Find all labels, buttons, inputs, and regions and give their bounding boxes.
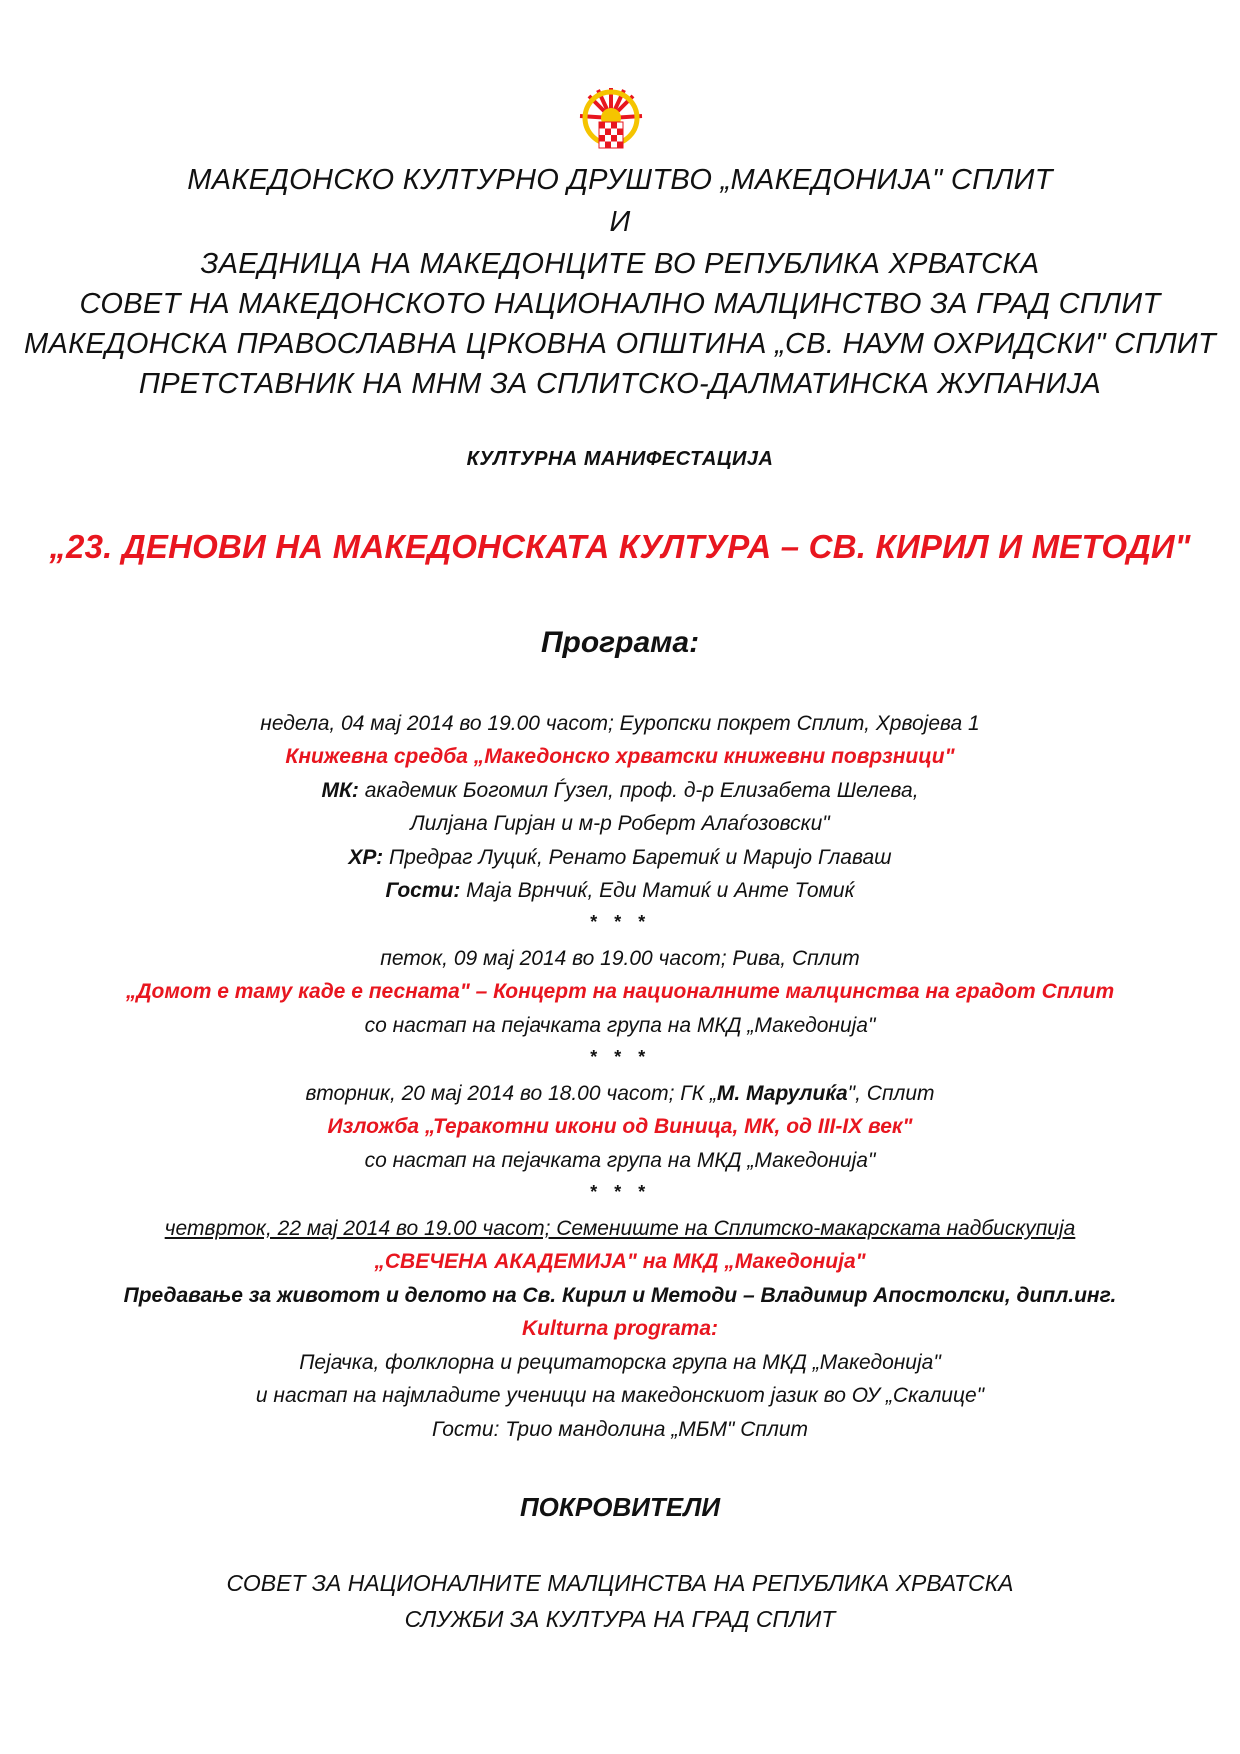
organizer-5: ПРЕТСТАВНИК НА МНМ ЗА СПЛИТСКО-ДАЛМАТИНСКА ЖУПАНИЈА bbox=[138, 368, 1102, 400]
event-1-guests bbox=[0, 879, 1240, 903]
event-4-lecture: Предавање за животот и делото на Св. Кирил и Методи – Владимир Апостолски, дипл.инг. bbox=[123, 1284, 1117, 1307]
event-1-mk-participants bbox=[0, 779, 1240, 803]
event-3-name: Изложба „Теракотни икони од Виница, МК, од III-IX век" bbox=[327, 1115, 913, 1138]
event-3-venue: М. Марулиќа bbox=[716, 1082, 848, 1105]
event-2-note: со настап на пејачката група на МКД „Македонија" bbox=[364, 1014, 876, 1037]
mk-text: академик Богомил Ѓузел, проф. д-р Елизабета Шелева, bbox=[358, 779, 919, 802]
event-4-guests: Гости: Трио мандолина „МБМ" Сплит bbox=[432, 1418, 808, 1441]
organizer-3: СОВЕТ НА МАКЕДОНСКОТО НАЦИОНАЛНО МАЛЦИНСТВО ЗА ГРАД СПЛИТ bbox=[79, 288, 1161, 320]
organizer-1: МАКЕДОНСКО КУЛТУРНО ДРУШТВО „МАКЕДОНИЈА" СПЛИТ bbox=[187, 164, 1053, 196]
patron-1: СОВЕТ ЗА НАЦИОНАЛНИТЕ МАЛЦИНСТВА НА РЕПУБЛИКА ХРВАТСКА bbox=[226, 1570, 1014, 1596]
organizer-2: ЗАЕДНИЦА НА МАКЕДОНЦИТЕ ВО РЕПУБЛИКА ХРВАТСКА bbox=[200, 248, 1040, 280]
event-2-date: петок, 09 мај 2014 во 19.00 часот; Рива, Сплит bbox=[380, 947, 860, 970]
manifestation-label: КУЛТУРНА МАНИФЕСТАЦИЈА bbox=[466, 448, 774, 470]
mk-label: МК: bbox=[321, 779, 359, 802]
guests-label: Гости: bbox=[385, 879, 461, 902]
event-1-date: недела, 04 мај 2014 во 19.00 часот; Еуропски покрет Сплит, Хрвојева 1 bbox=[260, 712, 980, 735]
event-4-performers-1: Пејачка, фолклорна и рецитаторска група на МКД „Македонија" bbox=[299, 1351, 941, 1374]
patrons-heading: ПОКРОВИТЕЛИ bbox=[519, 1492, 721, 1522]
separator-3: * * * bbox=[589, 1182, 651, 1202]
event-1-hr-participants bbox=[0, 846, 1240, 870]
program-heading: Програма: bbox=[540, 626, 700, 659]
event-1-mk-participants-cont: Лилјана Гирјан и м-р Роберт Алаѓозовски" bbox=[410, 812, 830, 835]
event-4-program-label: Kulturna programa: bbox=[521, 1317, 718, 1340]
hr-label: ХР: bbox=[348, 846, 384, 869]
event-3-date-part-a: вторник, 20 мај 2014 во 18.00 часот; ГК „ bbox=[305, 1082, 717, 1105]
event-4-name: „СВЕЧЕНА АКАДЕМИЈА" на МКД „Македонија" bbox=[374, 1250, 866, 1273]
event-3-date bbox=[0, 1082, 1240, 1106]
event-title: „23. ДЕНОВИ НА МАКЕДОНСКАТА КУЛТУРА – СВ. КИРИЛ И МЕТОДИ" bbox=[49, 528, 1191, 565]
patron-2: СЛУЖБИ ЗА КУЛТУРА НА ГРАД СПЛИТ bbox=[404, 1606, 836, 1632]
event-4-performers-2: и настап на најмладите ученици на македонскиот јазик во ОУ „Скалице" bbox=[255, 1384, 985, 1407]
hr-text: Предраг Луциќ, Ренато Баретиќ и Маријо Главаш bbox=[383, 846, 892, 869]
event-3-note: со настап на пејачката група на МКД „Македонија" bbox=[364, 1149, 876, 1172]
emblem-logo-icon bbox=[574, 86, 648, 150]
guests-text: Маја Врнчиќ, Еди Матиќ и Анте Томиќ bbox=[460, 879, 855, 902]
event-2-name: „Домот е таму каде е песната" – Концерт на националните малцинства на градот Сплит bbox=[125, 980, 1115, 1003]
event-1-name: Книжевна средба „Македонско хрватски книжевни поврзници" bbox=[285, 745, 955, 768]
organizer-conjunction: И bbox=[609, 206, 631, 238]
separator-1: * * * bbox=[589, 912, 651, 932]
organizer-4: МАКЕДОНСКА ПРАВОСЛАВНА ЦРКОВНА ОПШТИНА „СВ. НАУМ ОХРИДСКИ" СПЛИТ bbox=[24, 328, 1216, 360]
checker-shield bbox=[599, 122, 623, 148]
event-3-date-part-c: ", Сплит bbox=[847, 1082, 935, 1105]
event-4-date: четврток, 22 мај 2014 во 19.00 часот; Семениште на Сплитско-макарската надбискупија bbox=[164, 1217, 1076, 1240]
separator-2: * * * bbox=[589, 1047, 651, 1067]
